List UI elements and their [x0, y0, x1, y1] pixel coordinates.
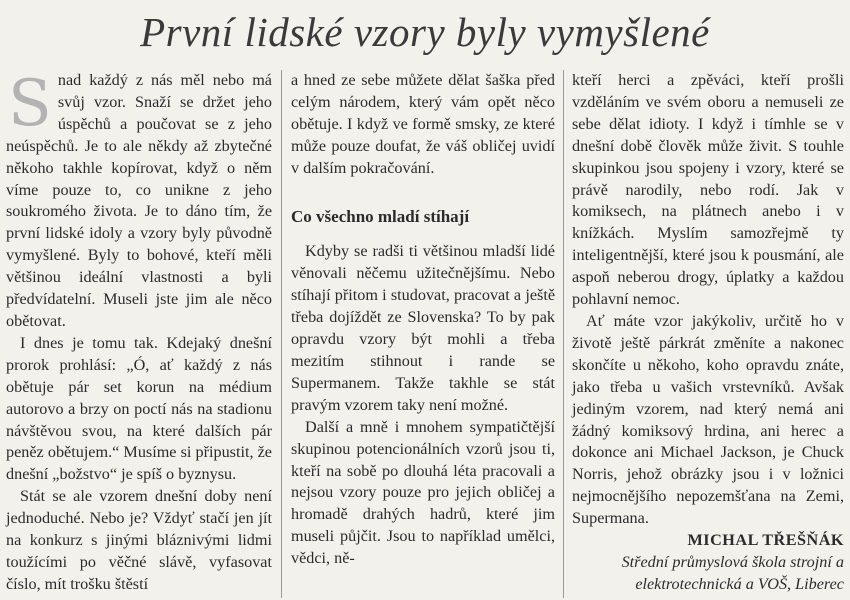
column-divider [563, 70, 564, 598]
drop-cap: S [8, 67, 52, 141]
author-name: MICHAL TŘEŠŇÁK [687, 531, 844, 550]
paragraph: nad každý z nás měl nebo má svůj vzor. Snaží se držet jeho úspěchů a poučovat se z jeho neúspěchů. Je to ale někdy až zbytečné někoho takhle kopírovat, když o něm víme pouze to, co unikne z jeho soukromého života. Je to dáno tím, že první lidské idoly a vzory byly původně vymyšlené. Byly to bohové, kteří měli většinou ideální vlastnosti a byli předvídatelní. Museli jste jim ale něco obětovat. [6, 71, 272, 330]
article-column-3 [572, 70, 844, 596]
author-school: elektrotechnická a VOŠ, Liberec [635, 574, 844, 593]
author-school: Střední průmyslová škola strojní a [621, 552, 844, 571]
paragraph: kteří herci a zpěváci, kteří prošli vzděláním ve svém oboru a nemuseli ze sebe dělat idioty. I když i tímhle se v dnešní době člověk může živit. S touhle skupinkou jsou spojeny i vzory, které se právě narodily, nebo rodí. Jak v komiksech, na plátnech anebo i v knížkách. Myslím samozřejmě ty inteligentnější, které jsou k pousmání, ale aspoň neberou drogy, úplatky a každou pohlavní nemoc. [572, 71, 844, 309]
subheading: Co všechno mladí stíhají [291, 206, 470, 226]
paragraph: a hned ze sebe můžete dělat šaška před celým národem, který vám opět něco obětuje. I když ve formě smsky, ze které může pouze doufat, že váš obličej uvidí v dalším pokračování. [291, 71, 555, 177]
column-divider [281, 70, 282, 598]
paragraph: I dnes je tomu tak. Kdejaký dnešní prorok prohlásí: „Ó, ať každý z nás obětuje pár set korun na médium autorovo a brzy on poctí nás na stadionu návštěvou svou, na které dalších pár peněz obětujem.“ Musíme si připustit, že dnešní „božstvo“ je spíš o byznysu. [6, 333, 272, 484]
article-column-1 [6, 67, 272, 596]
article-column-2 [291, 70, 555, 570]
paragraph: Kdyby se radši ti většinou mladší lidé věnovali něčemu užitečnějšímu. Nebo stíhají přitom i studovat, pracovat a ještě třeba dojíždět ze Slovenska? To by pak opravdu vzory být mohli a třeba mezitím stihnout i rande se Supermanem. Takže takhle se stát pravým vzorem taky není možné. [291, 242, 555, 414]
paragraph: Další a mně i mnohem sympatičtější skupinou potencionálních vzorů jsou ti, kteří na sobě po dlouhá léta pracovali a nejsou vzory pouze pro jejich obličej a hromadě drahých hadrů, které jim museli půjčit. Jsou to například umělci, vědci, ně- [291, 417, 555, 568]
paragraph: Stát se ale vzorem dnešní doby není jednoduché. Nebo je? Vždyť stačí jen jít na konkurz s jinými bláznivými lidmi toužícími po věčné slávě, vyfasovat číslo, mít trošku štěstí [6, 487, 272, 593]
paragraph: Ať máte vzor jakýkoliv, určitě ho v životě ještě párkrát změníte a nakonec skončíte u někoho, koho opravdu znáte, jako třeba u vašich vrstevníků. Avšak jediným vzorem, nad který nemá ani žádný komiksový hrdina, ani herec a dokonce ani Michael Jackson, je Chuck Norris, jehož obrázky jsou i v ložnici nejmocnějšího nepozemšťana na Zemi, Supermana. [572, 311, 844, 528]
headline: První lidské vzory byly vymyšlené [140, 9, 710, 55]
